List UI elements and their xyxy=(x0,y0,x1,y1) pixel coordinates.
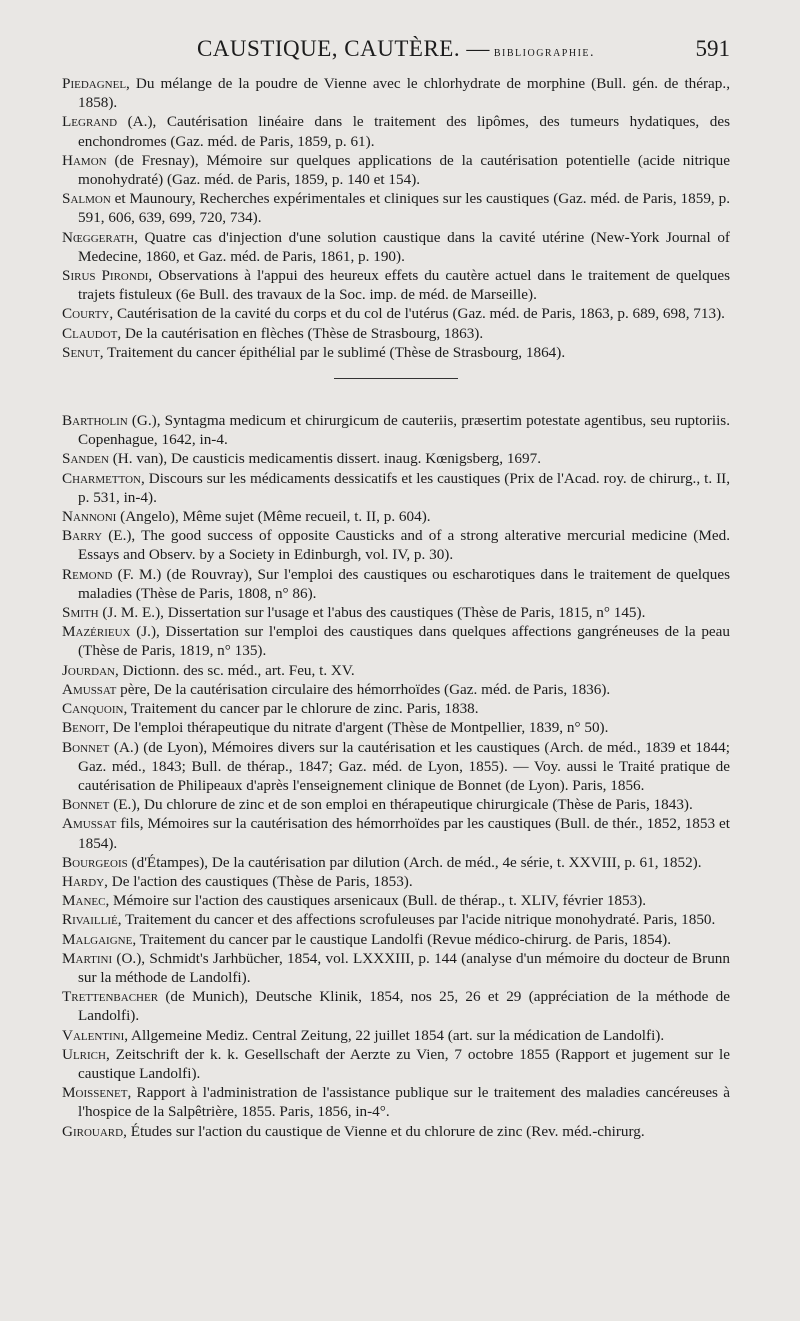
entry-author: Benoit, xyxy=(62,719,109,737)
entry-author: Remond xyxy=(62,565,113,583)
entry-text: Traitement du cancer par le chlorure de zinc. Paris, 1838. xyxy=(127,700,479,718)
entry-author: Legrand xyxy=(62,113,118,131)
entry-text: (Angelo), Même sujet (Même recueil, t. II, p. 604). xyxy=(116,508,431,526)
bibliography-section-historical xyxy=(62,411,730,1141)
entry-author: Hamon xyxy=(62,151,107,169)
bibliography-entry xyxy=(62,738,730,796)
entry-text: De la cautérisation en flèches (Thèse de Strasbourg, 1863). xyxy=(121,324,484,342)
entry-text: Dictionn. des sc. méd., art. Feu, t. XV. xyxy=(118,661,355,679)
header-subtitle: bibliographie. xyxy=(493,45,596,60)
entry-author: Piedagnel, xyxy=(62,75,130,92)
entry-text: De l'action des caustiques (Thèse de Paris, 1853). xyxy=(107,872,413,890)
bibliography-entry xyxy=(62,930,730,949)
entry-author: Martini xyxy=(62,949,113,967)
entry-author: Bonnet xyxy=(62,738,110,756)
entry-author: Manec, xyxy=(62,892,110,910)
entry-text: Mémoire sur l'action des caustiques arsenicaux (Bull. de thérap., t. XLIV, février 1853). xyxy=(109,892,647,910)
entry-author: Nœggerath, xyxy=(62,228,138,246)
bibliography-entry xyxy=(62,189,730,227)
entry-text: (de Fresnay), Mémoire sur quelques applications de la cautérisation potentielle (acide nitrique monohydraté) (Gaz. méd. de Paris, 1859, p. 140 et 154). xyxy=(78,151,730,189)
entry-author: Mazérieux xyxy=(62,623,131,641)
entry-text: Traitement du cancer et des affections scrofuleuses par l'acide nitrique monohydraté. Paris, 1850. xyxy=(121,911,716,929)
bibliography-entry xyxy=(62,661,730,680)
bibliography-entry xyxy=(62,910,730,929)
bibliography-entry xyxy=(62,151,730,189)
entry-text: Traitement du cancer épithélial par le sublimé (Thèse de Strasbourg, 1864). xyxy=(103,343,566,361)
bibliography-entry xyxy=(62,74,730,112)
entry-text: (G.), Syntagma medicum et chirurgicum de cauteriis, præsertim potestate agentibus, seu ruptoriis. Copenhague, 1642, in-4. xyxy=(78,412,730,449)
bibliography-entry xyxy=(62,343,730,362)
entry-text: Du mélange de la poudre de Vienne avec le chlorhydrate de morphine (Bull. gén. de thérap., 1858). xyxy=(78,75,730,112)
bibliography-section-recent xyxy=(62,74,730,362)
bibliography-entry xyxy=(62,507,730,526)
entry-author: Malgaigne, xyxy=(62,930,137,948)
entry-text: (d'Étampes), De la cautérisation par dilution (Arch. de méd., 4e série, t. XXVIII, p. 61, 1852). xyxy=(127,853,702,871)
entry-author: Charmetton, xyxy=(62,469,145,487)
entry-author: Barry xyxy=(62,527,103,545)
bibliography-entry xyxy=(62,891,730,910)
entry-author: Rivaillié, xyxy=(62,911,122,929)
entry-author: Trettenbacher xyxy=(62,988,159,1006)
entry-text: (E.), Du chlorure de zinc et de son emploi en thérapeutique chirurgicale (Thèse de Paris, 1843). xyxy=(109,796,693,814)
bibliography-entry xyxy=(62,949,730,987)
entry-text: Rapport à l'administration de l'assistance publique sur le traitement des maladies cancéreuses à l'hospice de la Salpêtrière, 1855. Paris, 1856, in-4°. xyxy=(78,1084,730,1121)
entry-text: Cautérisation de la cavité du corps et du col de l'utérus (Gaz. méd. de Paris, 1863, p. 689, 698, 713). xyxy=(113,305,725,323)
bibliography-entry xyxy=(62,699,730,718)
entry-text: et Maunoury, Recherches expérimentales et cliniques sur les caustiques (Gaz. méd. de Paris, 1859, p. 591, 606, 639, 699, 720, 734). xyxy=(78,190,730,227)
entry-text: (H. van), De causticis medicamentis dissert. inaug. Kœnigsberg, 1697. xyxy=(108,450,542,468)
running-header xyxy=(62,36,730,70)
bibliography-entry xyxy=(62,872,730,891)
entry-text: Allgemeine Mediz. Central Zeitung, 22 juillet 1854 (art. sur la médication de Landolfi). xyxy=(128,1026,665,1044)
entry-text: (A.) (de Lyon), Mémoires divers sur la cautérisation et les caustiques (Arch. de méd., 1839 et 1844; Gaz. méd., 1843; Bull. de thérap., 1847; Gaz. méd. de Lyon, 1855). — Voy. aussi le Traité pratique de cautérisation de Philipeaux d'après l'enseignement clinique de Bonnet (de Lyon). Paris, 1856. xyxy=(78,738,730,794)
entry-author: Moissenet, xyxy=(62,1084,132,1102)
bibliography-entry xyxy=(62,469,730,507)
entry-text: (E.), The good success of opposite Causticks and of a strong alterative mercurial medicine (Med. Essays and Observ. by a Society in Edinburgh, vol. IV, p. 30). xyxy=(78,527,730,564)
bibliography-entry xyxy=(62,526,730,564)
bibliography-entry xyxy=(62,304,730,323)
section-divider xyxy=(334,378,458,379)
entry-author: Jourdan, xyxy=(62,661,119,679)
entry-text: Observations à l'appui des heureux effets du cautère actuel dans le traitement de quelques trajets fistuleux (6e Bull. des travaux de la Soc. imp. de méd. de Marseille). xyxy=(78,267,730,304)
bibliography-entry xyxy=(62,565,730,603)
entry-author: Canquoin, xyxy=(62,700,128,718)
bibliography-entry xyxy=(62,1026,730,1045)
bibliography-entry xyxy=(62,1122,730,1141)
header-title: CAUSTIQUE, CAUTÈRE. — xyxy=(196,36,490,61)
entry-text: (O.), Schmidt's Jarhbücher, 1854, vol. LXXXIII, p. 144 (analyse d'un mémoire du docteur de Brunn sur la méthode de Landolfi). xyxy=(78,949,730,986)
entry-text: (J.), Dissertation sur l'emploi des caustiques dans quelques affections gangréneuses de la peau (Thèse de Paris, 1819, n° 135). xyxy=(78,623,730,660)
entry-author: Courty, xyxy=(62,305,114,323)
entry-text: (A.), Cautérisation linéaire dans le traitement des lipômes, des tumeurs hydatiques, des enchondromes (Gaz. méd. de Paris, 1859, p. 61). xyxy=(78,113,730,150)
entry-text: Traitement du cancer par le caustique Landolfi (Revue médico-chirurg. de Paris, 1854). xyxy=(136,930,672,948)
entry-text: (de Munich), Deutsche Klinik, 1854, nos 25, 26 et 29 (appréciation de la méthode de Landolfi). xyxy=(78,988,730,1025)
bibliography-entry xyxy=(62,266,730,304)
bibliography-entry xyxy=(62,622,730,660)
entry-author: Hardy, xyxy=(62,872,108,890)
entry-author: Bonnet xyxy=(62,796,110,814)
entry-author: Amussat xyxy=(62,680,117,698)
entry-author: Bartholin xyxy=(62,412,128,430)
entry-author: Smith xyxy=(62,604,99,622)
entry-text: père, De la cautérisation circulaire des hémorrhoïdes (Gaz. méd. de Paris, 1836). xyxy=(116,680,611,698)
bibliography-entry xyxy=(62,718,730,737)
bibliography-entry xyxy=(62,680,730,699)
entry-author: Nannoni xyxy=(62,508,117,526)
bibliography-entry xyxy=(62,112,730,150)
bibliography-entry xyxy=(62,411,730,449)
bibliography-entry xyxy=(62,449,730,468)
page-title xyxy=(197,36,595,61)
entry-text: (F. M.) (de Rouvray), Sur l'emploi des caustiques ou escharotiques dans le traitement de quelques maladies (Thèse de Paris, 1808, n° 86). xyxy=(78,565,730,602)
entry-text: fils, Mémoires sur la cautérisation des hémorrhoïdes par les caustiques (Bull. de thér., 1852, 1853 et 1854). xyxy=(78,815,730,852)
bibliography-entry xyxy=(62,324,730,343)
bibliography-entry xyxy=(62,853,730,872)
entry-author: Valentini, xyxy=(62,1026,129,1044)
entry-text: Zeitschrift der k. k. Gesellschaft der Aerzte zu Vien, 7 octobre 1855 (Rapport et jugement sur le caustique Landolfi). xyxy=(78,1045,730,1082)
entry-text: De l'emploi thérapeutique du nitrate d'argent (Thèse de Montpellier, 1839, n° 50). xyxy=(108,719,609,737)
entry-author: Ulrich, xyxy=(62,1045,110,1063)
bibliography-entry xyxy=(62,603,730,622)
bibliography-entry xyxy=(62,987,730,1025)
bibliography-entry xyxy=(62,795,730,814)
bibliography-entry xyxy=(62,228,730,266)
entry-text: Discours sur les médicaments dessicatifs et les caustiques (Prix de l'Acad. roy. de chirurg., t. II, p. 531, in-4). xyxy=(78,469,730,506)
page-number: 591 xyxy=(695,36,730,61)
entry-text: Études sur l'action du caustique de Vienne et du chlorure de zinc (Rev. méd.-chirurg. xyxy=(126,1122,645,1140)
entry-author: Salmon xyxy=(62,190,111,208)
entry-author: Sirus Pirondi, xyxy=(62,267,153,285)
entry-author: Amussat xyxy=(62,815,117,833)
entry-text: Quatre cas d'injection d'une solution caustique dans la cavité utérine (New-York Journal of Medecine, 1860, et Gaz. méd. de Paris, 1861, p. 190). xyxy=(78,228,730,265)
entry-text: (J. M. E.), Dissertation sur l'usage et l'abus des caustiques (Thèse de Paris, 1815, n° 145). xyxy=(98,604,646,622)
bibliography-entry xyxy=(62,814,730,852)
entry-author: Claudot, xyxy=(62,324,122,342)
entry-author: Bourgeois xyxy=(62,853,128,871)
entry-author: Senut, xyxy=(62,343,104,361)
entry-author: Girouard, xyxy=(62,1122,127,1140)
bibliography-entry xyxy=(62,1045,730,1083)
entry-author: Sanden xyxy=(62,450,109,468)
bibliography-entry xyxy=(62,1083,730,1121)
